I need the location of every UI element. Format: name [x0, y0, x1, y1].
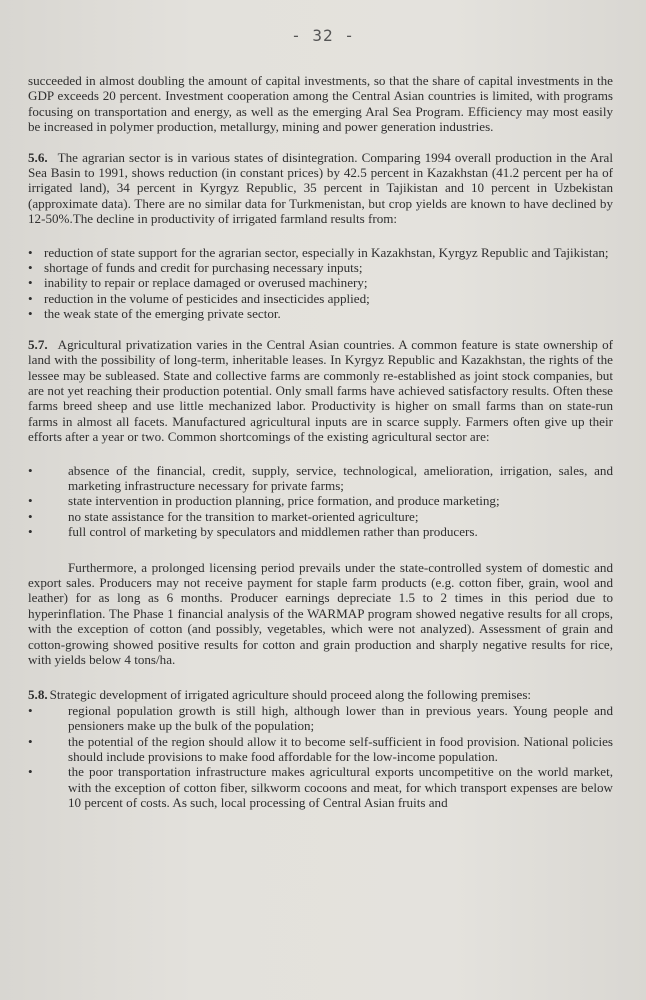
section-5-6-paragraph: [28, 150, 613, 227]
list-item: • absence of the financial, credit, supply, service, technological, amelioration, irrigation, sales, and marketing infrastructure necessary for private farms;: [28, 463, 613, 494]
list-item: • the poor transportation infrastructure makes agricultural exports uncompetitive on the world market, with the exception of cotton fiber, silkworm cocoons and meat, for which transport expenses are below 10 percent of costs. As such, local processing of Central Asian fruits and: [28, 764, 613, 810]
section-5-8-paragraph: [28, 687, 613, 702]
document-body: [28, 73, 613, 811]
list-item: • state intervention in production planning, price formation, and produce marketing;: [28, 493, 613, 508]
page-number: - 32 -: [291, 26, 355, 45]
section-number: 5.8.: [28, 687, 48, 703]
section-5-7-paragraph: [28, 337, 613, 445]
furthermore-paragraph: Furthermore, a prolonged licensing period prevails under the state-controlled system of domestic and export sales. Producers may not receive payment for staple farm products (e.g. cotton fiber, grain, wool and leather) for as long as 6 months. Producer earnings depreciate 1.5 to 2 times in this period due to hyperinflation. The Phase 1 financial analysis of the WARMAP program showed negative results for all crops, with the exception of cotton (and possibly, vegetables, which were not analyzed). Assessment of grain and cotton-growing showed positive results for cotton and grain production and sharply negative results for rice, with yields below 4 tons/ha.: [28, 559, 613, 667]
list-item: • inability to repair or replace damaged or overused machinery;: [28, 275, 613, 290]
section-5-6-bullet-list: [28, 245, 613, 322]
list-item: • full control of marketing by speculators and middlemen rather than producers.: [28, 524, 613, 539]
section-text: Strategic development of irrigated agriculture should proceed along the following premises:: [49, 687, 532, 703]
list-item: • reduction of state support for the agrarian sector, especially in Kazakhstan, Kyrgyz Republic and Tajikistan;: [28, 245, 613, 260]
section-number: 5.6.: [28, 149, 48, 165]
section-5-8-bullet-list: [28, 703, 613, 811]
section-text: The agrarian sector is in various states of disintegration. Comparing 1994 overall production in the Aral Sea Basin to 1991, shows reduction (in constant prices) by 42.5 percent in Kazakhstan (41.2 percent per ha of irrigated land), 34 percent in Kyrgyz Republic, 35 percent in Tajikistan and 10 percent in Uzbekistan (approximate data). There are no similar data for Turkmenistan, but crop yields are known to have declined by 12-50%.The decline in productivity of irrigated farmland results from:: [28, 149, 613, 227]
list-item: • regional population growth is still high, although lower than in previous years. Young people and pensioners make up the bulk of the population;: [28, 703, 613, 734]
list-item: • shortage of funds and credit for purchasing necessary inputs;: [28, 260, 613, 275]
list-item: • the potential of the region should allow it to become self-sufficient in food provision. National policies should include provisions to make food affordable for the low-income population.: [28, 734, 613, 765]
list-item: • the weak state of the emerging private sector.: [28, 306, 613, 321]
section-5-7-bullet-list: [28, 463, 613, 540]
list-item: • reduction in the volume of pesticides and insecticides applied;: [28, 291, 613, 306]
section-text: Agricultural privatization varies in the Central Asian countries. A common feature is state ownership of land with the possibility of long-term, inheritable leases. In Kyrgyz Republic and Kazakhstan, the rights of the lessee may be subleased. State and collective farms are commonly re-established as joint stock companies, but are not yet reaching their production potential. Only small farms have achieved satisfactory results. Often these farms breed sheep and use little mechanized labor. Productivity is higher on small farms than on state-run farms in almost all facets. Manufactured agricultural inputs are in scarce supply. Farmers often give up their efforts after a year or two. Common shortcomings of the existing agricultural sector are:: [28, 336, 613, 445]
section-number: 5.7.: [28, 336, 48, 352]
list-item: • no state assistance for the transition to market-oriented agriculture;: [28, 509, 613, 524]
intro-paragraph: succeeded in almost doubling the amount of capital investments, so that the share of capital investments in the GDP exceeds 20 percent. Investment cooperation among the Central Asian countries is limited, with programs focusing on transportation and energy, as well as the emerging Aral Sea Program. Efficiency may most easily be increased in polymer production, metallurgy, mining and power generation industries.: [28, 73, 613, 135]
